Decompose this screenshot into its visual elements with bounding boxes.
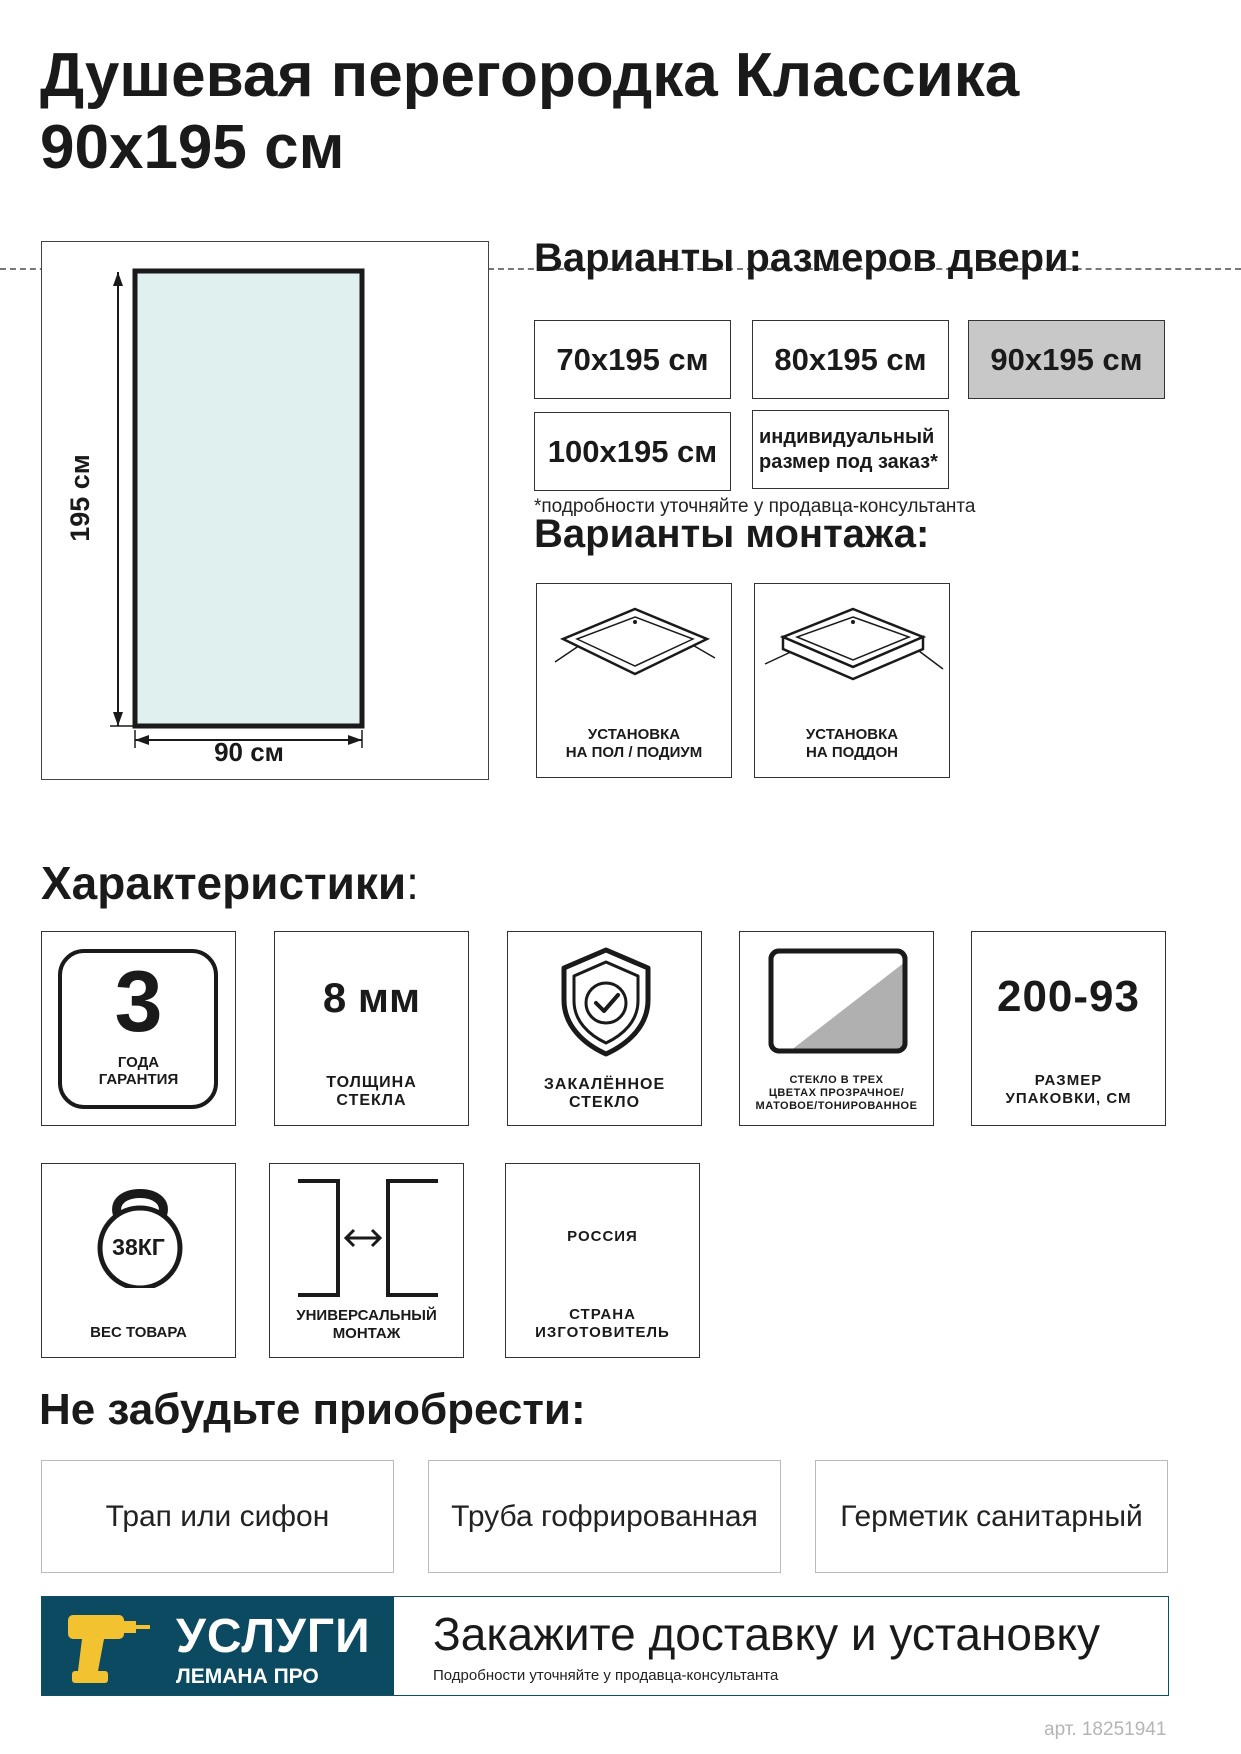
glass-colors-line3: МАТОВОЕ/ТОНИРОВАННОЕ — [755, 1100, 918, 1112]
warranty-value: 3 — [114, 954, 163, 1050]
services-note: Подробности уточняйте у продавца-консультанта — [433, 1667, 779, 1684]
article-number: арт. 18251941 — [1044, 1719, 1167, 1740]
country-line1: СТРАНА — [569, 1306, 636, 1323]
char-thickness — [274, 931, 469, 1126]
tempered-line2: СТЕКЛО — [568, 1094, 641, 1111]
size-option-100x195[interactable]: 100х195 см — [534, 412, 731, 491]
arrow-down-icon — [113, 712, 123, 726]
custom-size-line1: индивидуальный — [759, 425, 935, 448]
weight-value: 38КГ — [112, 1234, 165, 1260]
floor-mount-icon — [537, 584, 733, 714]
mount-tray-line2: НА ПОДДОН — [806, 744, 898, 761]
arrow-up-icon — [113, 272, 123, 286]
dimension-drawing — [42, 242, 488, 779]
size-option-custom[interactable] — [752, 410, 949, 489]
package-line1: РАЗМЕР — [1034, 1072, 1103, 1089]
door-sizes-heading: Варианты размеров двери: — [534, 236, 1082, 280]
services-title: УСЛУГИ — [176, 1610, 371, 1663]
glass-panel — [135, 271, 362, 726]
buy-item-drain[interactable]: Трап или сифон — [41, 1460, 394, 1573]
dont-forget-heading: Не забудьте приобрести: — [39, 1385, 586, 1434]
tray-mount-icon — [755, 584, 951, 714]
services-subtitle: ЛЕМАНА ПРО — [176, 1665, 319, 1688]
universal-mount-icon — [298, 1178, 438, 1298]
thickness-line1: ТОЛЩИНА — [326, 1074, 417, 1091]
package-value: 200-93 — [996, 972, 1140, 1021]
universal-line2: МОНТАЖ — [332, 1325, 401, 1342]
mount-floor-line1: УСТАНОВКА — [587, 726, 681, 743]
page-title — [40, 40, 1019, 184]
char-glass-colors — [739, 931, 934, 1126]
characteristics-heading-colon: : — [406, 857, 419, 909]
size-option-70x195[interactable]: 70х195 см — [534, 320, 731, 399]
warranty-line2: ГАРАНТИЯ — [98, 1071, 179, 1088]
thickness-line2: СТЕКЛА — [336, 1092, 407, 1109]
char-weight — [41, 1163, 236, 1358]
char-country — [505, 1163, 700, 1358]
weight-label: ВЕС ТОВАРА — [90, 1324, 187, 1341]
services-banner[interactable] — [41, 1596, 1169, 1696]
arrow-left-icon — [135, 735, 149, 745]
buy-item-pipe[interactable]: Труба гофрированная — [428, 1460, 781, 1573]
mount-option-tray[interactable] — [754, 583, 950, 778]
size-option-90x195-selected[interactable]: 90х195 см — [968, 320, 1165, 399]
page-title-line1: Душевая перегородка Классика — [40, 41, 1020, 110]
universal-line1: УНИВЕРСАЛЬНЫЙ — [296, 1307, 437, 1324]
shield-check-icon — [556, 946, 656, 1058]
drill-icon — [64, 1609, 154, 1689]
glass-colors-line2: ЦВЕТАХ ПРОЗРАЧНОЕ/ — [768, 1087, 905, 1099]
width-label: 90 см — [214, 737, 284, 767]
char-tempered — [507, 931, 702, 1126]
dimension-diagram — [41, 241, 489, 780]
char-package — [971, 931, 1166, 1126]
characteristics-heading-text: Характеристики — [41, 857, 407, 909]
height-label: 195 см — [65, 454, 95, 542]
mount-option-floor[interactable] — [536, 583, 732, 778]
mounting-heading: Варианты монтажа: — [534, 512, 930, 556]
mount-tray-line1: УСТАНОВКА — [805, 726, 899, 743]
characteristics-heading — [41, 856, 419, 910]
glass-colors-line1: СТЕКЛО В ТРЕХ — [789, 1074, 884, 1086]
custom-size-line2: размер под заказ* — [759, 450, 938, 473]
warranty-line1: ГОДА — [117, 1054, 160, 1071]
services-main-text: Закажите доставку и установку — [433, 1608, 1101, 1660]
package-line2: УПАКОВКИ, СМ — [1005, 1090, 1132, 1107]
char-universal — [269, 1163, 464, 1358]
country-line2: ИЗГОТОВИТЕЛЬ — [535, 1324, 670, 1341]
glass-colors-icon — [768, 948, 908, 1056]
tempered-line1: ЗАКАЛЁННОЕ — [543, 1076, 666, 1093]
country-value: РОССИЯ — [567, 1228, 638, 1245]
services-banner-left — [42, 1597, 394, 1695]
mount-floor-line2: НА ПОЛ / ПОДИУМ — [565, 744, 703, 761]
page-title-line2: 90х195 см — [40, 113, 345, 182]
kettlebell-icon — [92, 1178, 188, 1288]
char-warranty — [41, 931, 236, 1126]
buy-item-sealant[interactable]: Герметик санитарный — [815, 1460, 1168, 1573]
size-option-80x195[interactable]: 80х195 см — [752, 320, 949, 399]
arrow-right-icon — [348, 735, 362, 745]
thickness-value: 8 мм — [322, 974, 421, 1021]
size-note: *подробности уточняйте у продавца-консультанта — [534, 496, 976, 517]
